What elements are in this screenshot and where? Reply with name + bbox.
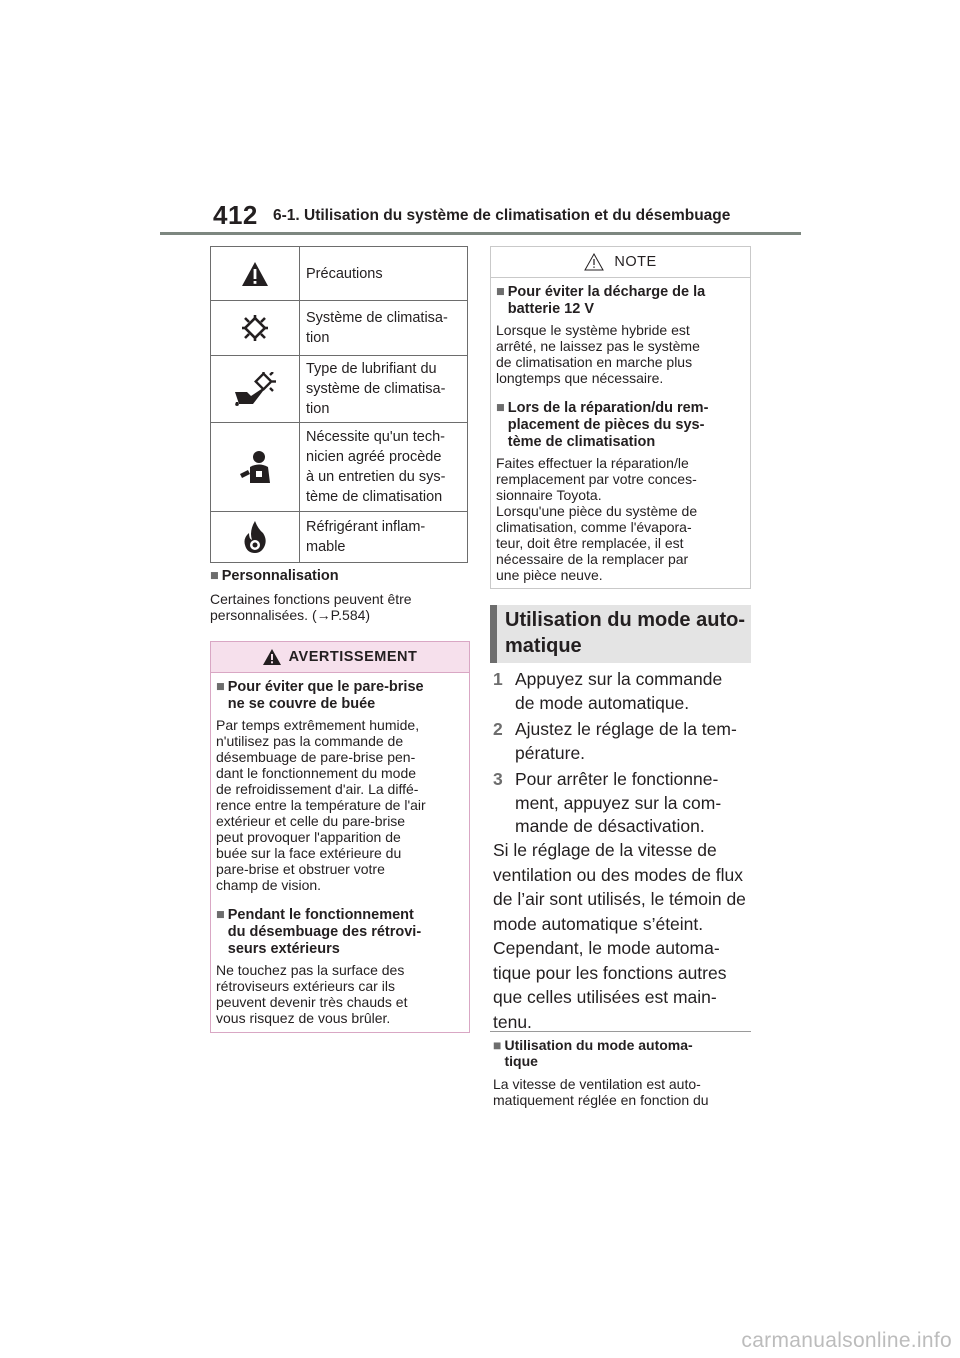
- note-item-heading: ■ Pour éviter la décharge de la batterie 12 V: [496, 284, 706, 317]
- warning-box: [210, 641, 470, 1033]
- symbol-row-technician: [211, 423, 467, 512]
- warning-label: AVERTISSEMENT: [288, 649, 418, 665]
- page-reference-link[interactable]: personnalisées. (→P.584): [210, 607, 371, 623]
- auto-mode-sub-section: [493, 1037, 753, 1108]
- sub-section-heading: ■ Utilisation du mode automa- tique: [493, 1037, 693, 1069]
- note-item-heading: ■ Lors de la réparation/du rem- placement de pièces du sys- tème de climatisation: [496, 400, 709, 450]
- warning-item-heading: ■ Pour éviter que le pare-brise ne se couvre de buée: [216, 679, 424, 712]
- technician-icon: [211, 423, 300, 511]
- section-title: 6-1. Utilisation du système de climatisation et du désembuage: [273, 207, 731, 224]
- note-body: [491, 278, 750, 583]
- personalisation-section: [210, 568, 470, 623]
- auto-mode-steps: [493, 668, 753, 842]
- step-item: 1 Appuyez sur la commande de mode automatique.: [493, 669, 723, 713]
- symbol-row-precautions: [211, 247, 467, 301]
- auto-mode-paragraph: Si le réglage de la vitesse de ventilation ou des modes de flux de l’air sont utilisés, le témoin de mode automatique s’éteint. Cependant, le mode automa- tique pour les fonctions autres que celles utilisées est main- tenu.: [493, 840, 746, 1032]
- symbol-table: [210, 246, 468, 563]
- note-item-text: Lorsque le système hybride est arrêté, ne laissez pas le système de climatisation en marche plus longtemps que nécessaire.: [496, 322, 700, 386]
- personalisation-text: Certaines fonctions peuvent être personnalisées. (→P.584): [210, 591, 470, 623]
- note-item-text: Faites effectuer la réparation/le remplacement par votre conces- sionnaire Toyota. Lorsqu'une pièce du système de climatisation, comme l'évapora- teur, doit être remplacée, il est nécessaire de la remplacer par une pièce neuve.: [496, 455, 698, 583]
- snowflake-icon: [211, 301, 300, 355]
- note-header: [491, 247, 750, 278]
- warning-item-text: Ne touchez pas la surface des rétroviseurs extérieurs car ils peuvent devenir très chauds et vous risquez de vous brûler.: [216, 962, 408, 1026]
- page-header: [0, 0, 960, 240]
- symbol-row-ac: [211, 301, 467, 356]
- divider: [490, 1031, 751, 1032]
- note-box: [490, 246, 751, 589]
- note-label: NOTE: [614, 254, 657, 270]
- symbol-text: Nécessite qu'un tech- nicien agréé procède à un entretien du sys- tème de climatisation: [306, 429, 446, 505]
- warning-body: [211, 673, 469, 1026]
- caution-outline-icon: [584, 253, 604, 271]
- oil-can-snowflake-icon: [211, 356, 300, 422]
- step-item: 3 Pour arrêter le fonctionne- ment, appuyez sur la com- mande de désactivation.: [493, 769, 722, 836]
- symbol-text: Type de lubrifiant du système de climatisa- tion: [306, 361, 446, 417]
- flame-icon: [211, 512, 300, 562]
- symbol-row-lubricant: [211, 356, 467, 423]
- symbol-row-flammable: [211, 512, 467, 562]
- warning-header: [211, 642, 469, 673]
- symbol-text: Réfrigérant inflam- mable: [306, 519, 426, 555]
- page-number: 412: [213, 200, 258, 230]
- warning-triangle-icon: [263, 649, 281, 665]
- auto-mode-heading: Utilisation du mode auto- matique: [490, 605, 751, 663]
- symbol-text: Système de climatisa- tion: [306, 310, 448, 346]
- watermark: carmanualsonline.info: [741, 1329, 952, 1352]
- personalisation-heading: ■ Personnalisation: [210, 568, 339, 584]
- warning-item-text: Par temps extrêmement humide, n'utilisez pas la commande de désembuage de pare-brise pen- dant le fonctionnement du mode de refroidissement d'air. La diffé- rence entre la température de l'air extérieur et celle du pare-brise peut provoquer l'apparition de buée sur la face extérieure du pare-brise et obstruer votre champ de vision.: [216, 717, 426, 893]
- symbol-text: Précautions: [306, 265, 383, 282]
- step-item: 2 Ajustez le réglage de la tem- pérature.: [493, 719, 737, 763]
- warning-triangle-icon: [211, 247, 300, 300]
- warning-item-heading: ■ Pendant le fonctionnement du désembuage des rétrovi- seurs extérieurs: [216, 907, 422, 957]
- sub-section-text: La vitesse de ventilation est auto- matiquement réglée en fonction du: [493, 1076, 709, 1108]
- header-rule: [160, 232, 801, 235]
